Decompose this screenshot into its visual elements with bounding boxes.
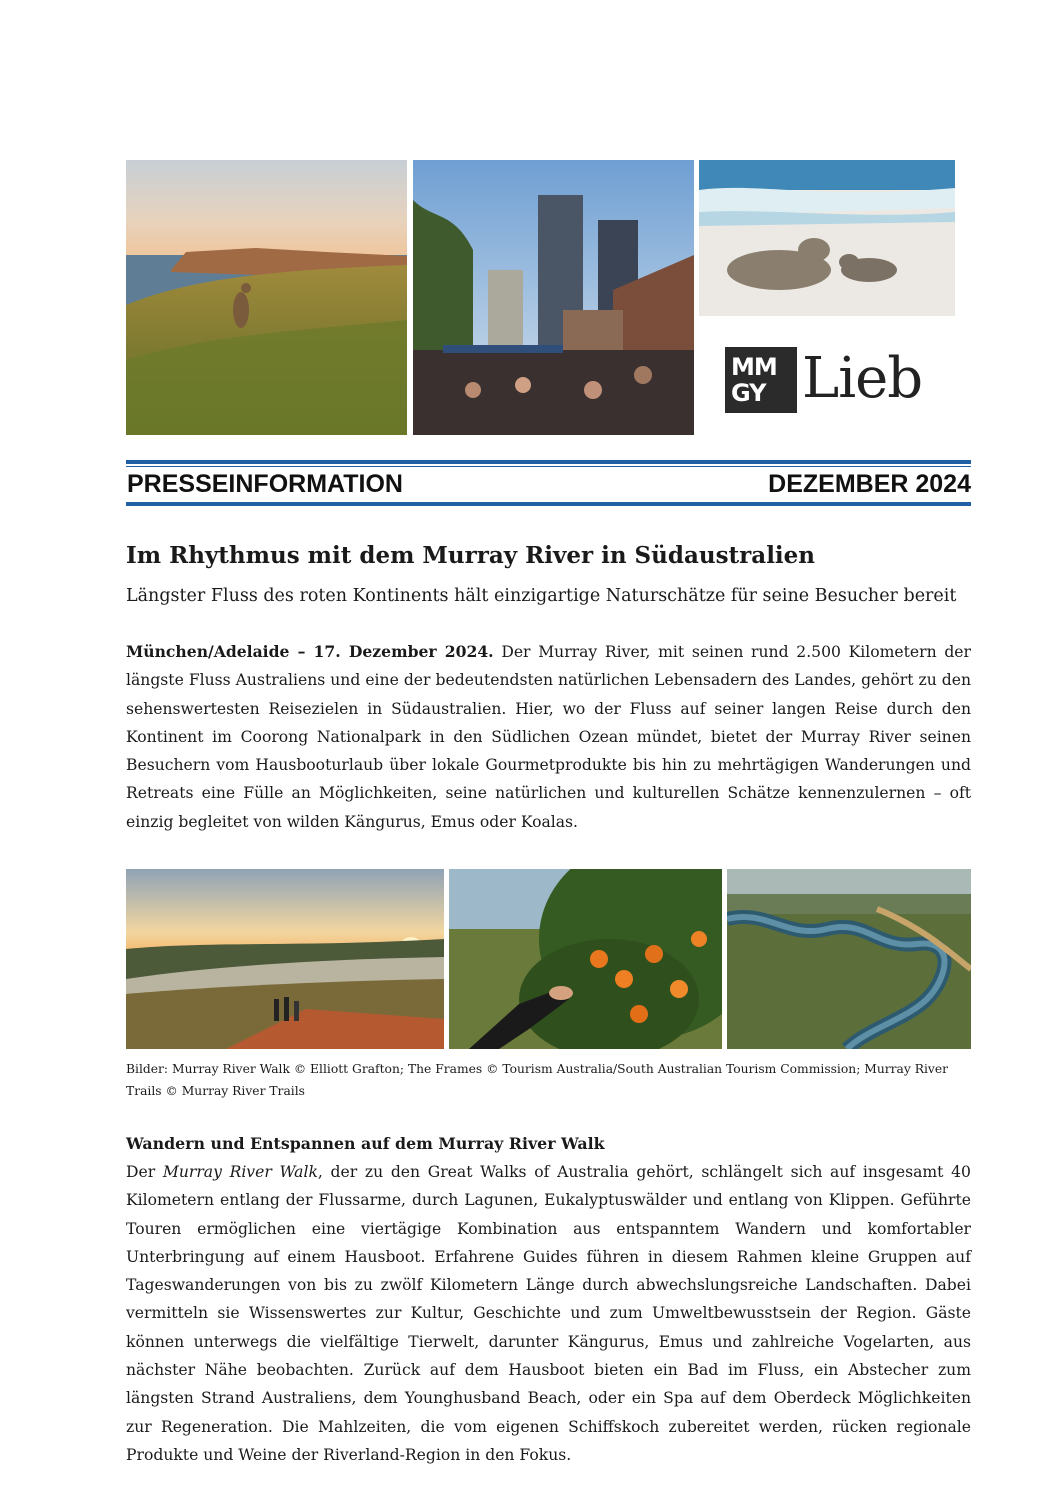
adelaide-street-photo [413,160,694,435]
divider-top [126,460,971,464]
orange-tree-photo [449,869,722,1049]
section-paragraph [126,1158,971,1469]
headline: Im Rhythmus mit dem Murray River in Südaustralien [126,542,816,569]
dateline: München/Adelaide – 17. Dezember 2024. [126,642,494,661]
logo-mark-line2: GY [731,379,766,407]
intro-text: Der Murray River, mit seinen rund 2.500 Kilometern der längste Fluss Australiens und eine der bedeutendsten natürlichen Lebensadern des Landes, gehört zu den sehenswertesten Reisezielen in Südaustralien. Hier, wo der Fluss auf seiner langen Reise durch den Kontinent im Coorong Nationalpark in den Südlichen Ozean mündet, bietet der Murray River seinen Besuchern vom Hausbooturlaub über lokale Gourmetprodukte bis hin zu mehrtägigen Wanderungen und Retreats eine Fülle an Möglichkeiten, seine natürlichen und kulturellen Schätze kennenzulernen – oft einzig begleitet von wilden Kängurus, Emus oder Koalas. [126,643,971,831]
section-italic: Murray River Walk [162,1163,318,1181]
logo-mark-line1: MM [731,353,777,381]
section-title: Wandern und Entspannen auf dem Murray River Walk [126,1134,605,1153]
press-date: DEZEMBER 2024 [768,470,971,498]
photo-caption: Bilder: Murray River Walk © Elliott Grafton; The Frames © Tourism Australia/South Australian Tourism Commission; Murray River Trails © Murray River Trails [126,1062,948,1098]
kangaroo-coast-photo [126,160,407,435]
section-lead: Der [126,1163,163,1181]
intro-paragraph [126,638,971,836]
sea-lions-beach-photo [699,160,955,316]
logo-wordmark: Lieb [802,346,923,411]
divider-top-thin [126,466,971,467]
press-label: PRESSEINFORMATION [127,470,403,498]
section-text: , der zu den Great Walks of Australia gehört, schlängelt sich auf insgesamt 40 Kilometern entlang der Flussarme, durch Lagunen, Eukalyptuswälder und entlang von Klippen. Geführte Touren ermöglichen eine viertägige Kombination aus entspanntem Wandern und komfortabler Unterbringung auf einem Hausboot. Erfahrene Guides führen in diesem Rahmen kleine Gruppen auf Tageswanderungen von bis zu zwölf Kilometern Länge durch abwechslungsreiche Landschaften. Dabei vermitteln sie Wissenswertes zur Kultur, Geschichte und zum Umweltbewusstsein der Region. Gäste können unterwegs die vielfältige Tierwelt, darunter Kängurus, Emus und zahlreiche Vogelarten, aus nächster Nähe beobachten. Zurück auf dem Hausboot bieten ein Bad im Fluss, ein Abstecher zum längsten Strand Australiens, dem Younghusband Beach, oder ein Spa auf dem Oberdeck Möglichkeiten zur Regeneration. Die Mahlzeiten, die vom eigenen Schiffskoch zubereitet werden, rücken regionale Produkte und Weine der Riverland-Region in den Fokus. [126,1163,971,1464]
murray-river-walk-photo [126,869,444,1049]
subline: Längster Fluss des roten Kontinents hält einzigartige Naturschätze für seine Besucher bereit [126,586,957,606]
mmgy-logo-mark [725,347,797,413]
murray-river-aerial-photo [727,869,971,1049]
divider-bottom [126,502,971,506]
